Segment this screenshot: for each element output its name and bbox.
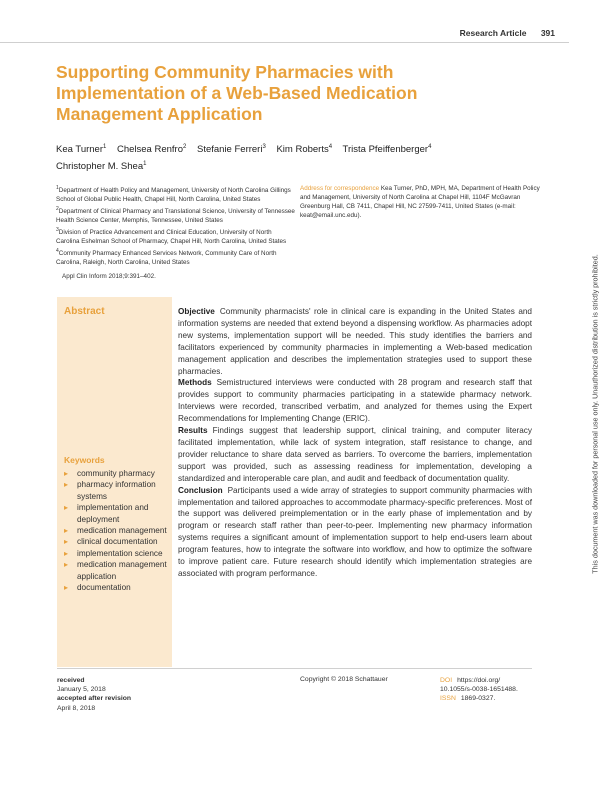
abstract-section: Objective Community pharmacists' role in clinical care is expanding in the United States and information systems are needed that extend beyond a dispensing workflow. As pharmacies adopt new systems, implementation support will be needed. This study identifies the barriers and facilitators experienced by community pharmacies in implementing a Web-based medication management application and describes the implementation strategies used to support these pharmacies. (178, 307, 532, 376)
affiliation: $^2$Department of Clinical Pharmacy and Translational Science, University of Tennessee Health Science Center, Memphis, Tennessee, United States (56, 206, 295, 225)
affiliation: $^4$Community Pharmacy Enhanced Services Network, Community Care of North Carolina, Raleigh, North Carolina, United States (56, 248, 277, 267)
copyright: Copyright © 2018 Schattauer (300, 676, 388, 683)
section-label: Research Article (459, 28, 527, 38)
doi-link[interactable]: https://doi.org/ (457, 677, 501, 684)
abstract-section: Methods Semistructured interviews were conducted with 28 program and research staff that provides support to community pharmacies participating in a statewide pharmacy network. Interviews were recorded, transcribed verbatim, and analyzed for themes using the Expert Recommendations for Implementing Change (ERIC). (178, 378, 532, 424)
author: Kea Turner$^1$ (56, 144, 107, 156)
article-title: Supporting Community Pharmacies with Implementation of a Web-Based Medication Management Application (56, 62, 418, 124)
correspondence (300, 184, 540, 220)
abstract-body (178, 306, 532, 580)
affiliations (56, 184, 296, 268)
affiliation: $^1$Department of Health Policy and Management, University of North Carolina Gillings School of Global Public Health, Chapel Hill, North Carolina, United States (56, 185, 291, 204)
abstract-section: Results Findings suggest that leadership support, clinical training, and computer literacy facilitated implementation, while lack of system integration, staff resistance to change, and provider reluctance to share data served as barriers. To overcome the barriers, implementation support was provided, such as assessing readiness for implementation, developing a standardized and interoperable care plan, and audit and feedback of documentation quality. (178, 426, 532, 483)
keyword: ▸ implementation and deployment (64, 502, 174, 525)
keyword: ▸ clinical documentation (64, 536, 174, 547)
footer-rule (57, 668, 532, 669)
keyword: ▸ pharmacy information systems (64, 479, 174, 502)
download-notice: This document was downloaded for personal use only. Unauthorized distribution is strictly prohibited. (590, 254, 600, 574)
keyword: ▸ community pharmacy (64, 468, 174, 479)
keywords-label: Keywords (64, 455, 105, 465)
received-dates: received January 5, 2018 accepted after revision April 8, 2018 (57, 677, 132, 712)
abstract-label: Abstract (64, 306, 105, 317)
keyword: ▸ documentation (64, 582, 174, 593)
author: Kim Roberts$^4$ (276, 144, 333, 156)
keyword: ▸ medication management (64, 525, 174, 536)
keyword-list (64, 468, 174, 593)
citation: Appl Clin Inform 2018;9:391–402. (62, 273, 156, 280)
author: Christopher M. Shea$^1$ (56, 161, 147, 173)
author: Stefanie Ferreri$^3$ (196, 144, 266, 156)
author-list (56, 140, 516, 174)
doi-block: DOI https://doi.org/ 10.1055/s-0038-1651488. ISSN 1869-0327. (440, 677, 518, 703)
page-number: 391 (540, 28, 555, 38)
correspondence-text: Kea Turner, PhD, MPH, MA, Department of Health Policy and Management, University of North Carolina at Chapel Hill, 1104F McGavran Greenburg Hall, CB 7411, Chapel Hill, NC 27599-7411, United States (e-mail: keat@email.unc.edu). (300, 185, 540, 219)
affiliation: $^3$Division of Practice Advancement and Clinical Education, University of North Carolina Eshelman School of Pharmacy, Chapel Hill, North Carolina, United States (56, 227, 287, 246)
running-header (448, 28, 555, 38)
correspondence-label: Address for correspondence (300, 185, 380, 192)
keyword: ▸ medication management application (64, 559, 174, 582)
keyword: ▸ implementation science (64, 548, 174, 559)
abstract-section: Conclusion Participants used a wide array of strategies to support community pharmacies with implementation and tailored approaches to accommodate pharmacy-specific preferences. Most of the support was delivered preimplementation or in the early phase of implementation and by program or research staff rather than peer-to-peer. Implementing new pharmacy information systems requires a significant amount of implementation support to help end-users learn about program features, how to integrate the software into workflow, and how to optimize the software to improve patient care. Future research should identify which implementation strategies are associated with program performance. (178, 485, 532, 578)
author: Chelsea Renfro$^2$ (116, 144, 187, 156)
author: Trista Pfeiffenberger$^4$ (342, 144, 432, 156)
